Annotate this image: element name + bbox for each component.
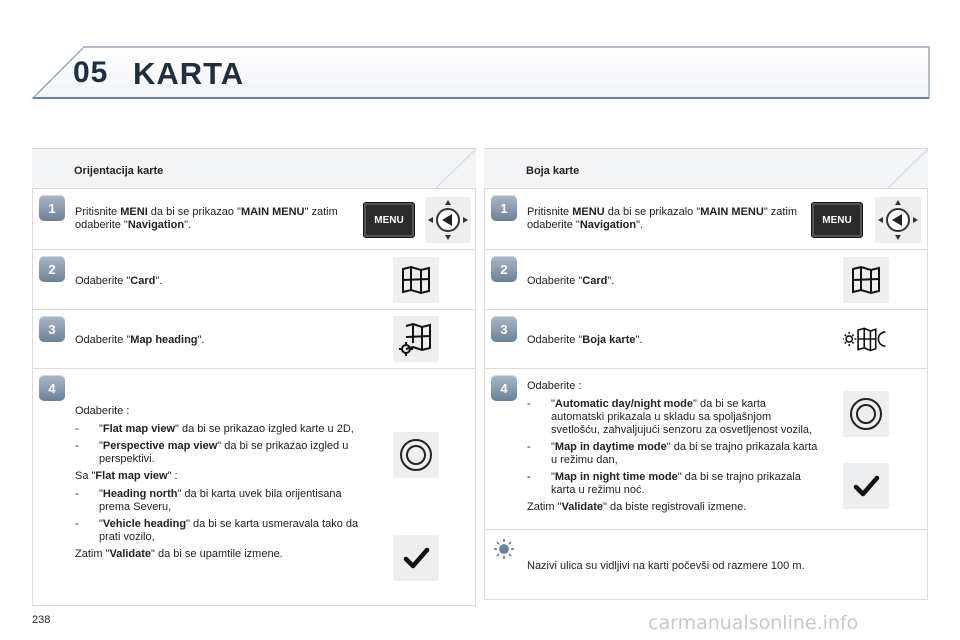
step-1: [484, 189, 928, 250]
step-text: Odaberite : - "Flat map view" da bi se prikazao izgled karte u 2D, - "Perspective map view" da bi se prikazao izgled u perspektivi. Sa "Flat map view" : - "Heading north" da bi karta uvek bila orijentisana prema Severu, - "Vehicle heading" da bi se karta usmeravala tako da prati vozilo, Zatim "Validate" da bi se upamtile izmene.: [75, 405, 365, 566]
step-text: Pritisnite MENI da bi se prikazao "MAIN MENU" zatim odaberite "Navigation".: [75, 206, 338, 231]
option-automatic-day-night: - "Automatic day/night mode" da bi se karta automatski prikazala u skladu sa spoljašnjom svetlošću, zahvaljujući senzoru za osvetljenost vozila,: [527, 398, 813, 436]
chapter-header: [0, 0, 960, 110]
section-map-color: [484, 148, 928, 600]
note-box: [484, 530, 928, 600]
header-diagonal: [396, 149, 476, 190]
step-text: Odaberite "Boja karte".: [527, 334, 643, 346]
step-text: Odaberite : - "Automatic day/night mode" da bi se karta automatski prikazala u skladu sa spoljašnjom svetlošću, zahvaljujući senzoru za osvetljenost vozila, - "Map in daytime mode" da bi se trajno prikazala karta u režimu dan, - "Map in night time mode" da bi se trajno prikazala karta u režimu noć. Zatim "Validate" da biste registrovali izmene.: [527, 380, 822, 519]
option-night-time-mode: - "Map in night time mode" da bi se trajno prikazala karta u režimu noć.: [527, 471, 801, 496]
section-map-orientation: [32, 148, 476, 606]
step-3: [484, 310, 928, 369]
step-text: Pritisnite MENU da bi se prikazalo "MAIN MENU" zatim odaberite "Navigation".: [527, 206, 798, 231]
option-vehicle-heading: - "Vehicle heading" da bi se karta usmeravala tako da prati vozilo,: [75, 518, 359, 543]
step-number-badge: 4: [491, 375, 517, 401]
option-flat-map-view: - "Flat map view" da bi se prikazao izgled karte u 2D,: [75, 423, 354, 435]
option-perspective-map-view: - "Perspective map view" da bi se prikazao izgled u perspektivi.: [75, 440, 349, 465]
page-number: 238: [32, 614, 51, 626]
header-banner: [0, 0, 960, 110]
map-settings-icon: [393, 316, 439, 362]
option-heading-north: - "Heading north" da bi karta uvek bila orijentisana prema Severu,: [75, 488, 342, 513]
step-2: [32, 250, 476, 310]
step-number-badge: 1: [39, 195, 65, 221]
checkmark-icon: [393, 535, 439, 581]
step-number-badge: 2: [39, 256, 65, 282]
chapter-number: 05: [73, 56, 109, 89]
option-daytime-mode: - "Map in daytime mode" da bi se trajno prikazala karta u režimu dan,: [527, 441, 818, 466]
dial-icon: [843, 391, 889, 437]
step-1: [32, 189, 476, 250]
joystick-icon: [875, 197, 921, 243]
header-diagonal: [848, 149, 928, 190]
menu-button: MENU: [363, 202, 415, 238]
map-icon: [843, 257, 889, 303]
menu-button: MENU: [811, 202, 863, 238]
step-number-badge: 2: [491, 256, 517, 282]
map-icon: [393, 257, 439, 303]
step-text: Odaberite "Card".: [75, 275, 163, 287]
section-title: Boja karte: [526, 165, 580, 177]
step-number-badge: 4: [39, 375, 65, 401]
section-header: [484, 148, 928, 189]
step-number-badge: 3: [491, 316, 517, 342]
step-2: [484, 250, 928, 310]
step-text: Odaberite "Map heading".: [75, 334, 205, 346]
day-night-map-icon: [843, 316, 889, 362]
section-header: [32, 148, 476, 189]
step-3: [32, 310, 476, 369]
joystick-icon: [425, 197, 471, 243]
step-4: [32, 369, 476, 606]
chapter-title: KARTA: [133, 56, 245, 91]
dial-icon: [393, 432, 439, 478]
checkmark-icon: [843, 463, 889, 509]
info-sun-icon: [491, 536, 517, 562]
step-4: [484, 369, 928, 530]
step-number-badge: 1: [491, 195, 517, 221]
note-text: Nazivi ulica su vidljivi na karti počevši od razmere 100 m.: [527, 560, 805, 572]
watermark: carmanualsonline.info: [648, 612, 859, 634]
step-text: Odaberite "Card".: [527, 275, 615, 287]
section-title: Orijentacija karte: [74, 165, 164, 177]
step-number-badge: 3: [39, 316, 65, 342]
